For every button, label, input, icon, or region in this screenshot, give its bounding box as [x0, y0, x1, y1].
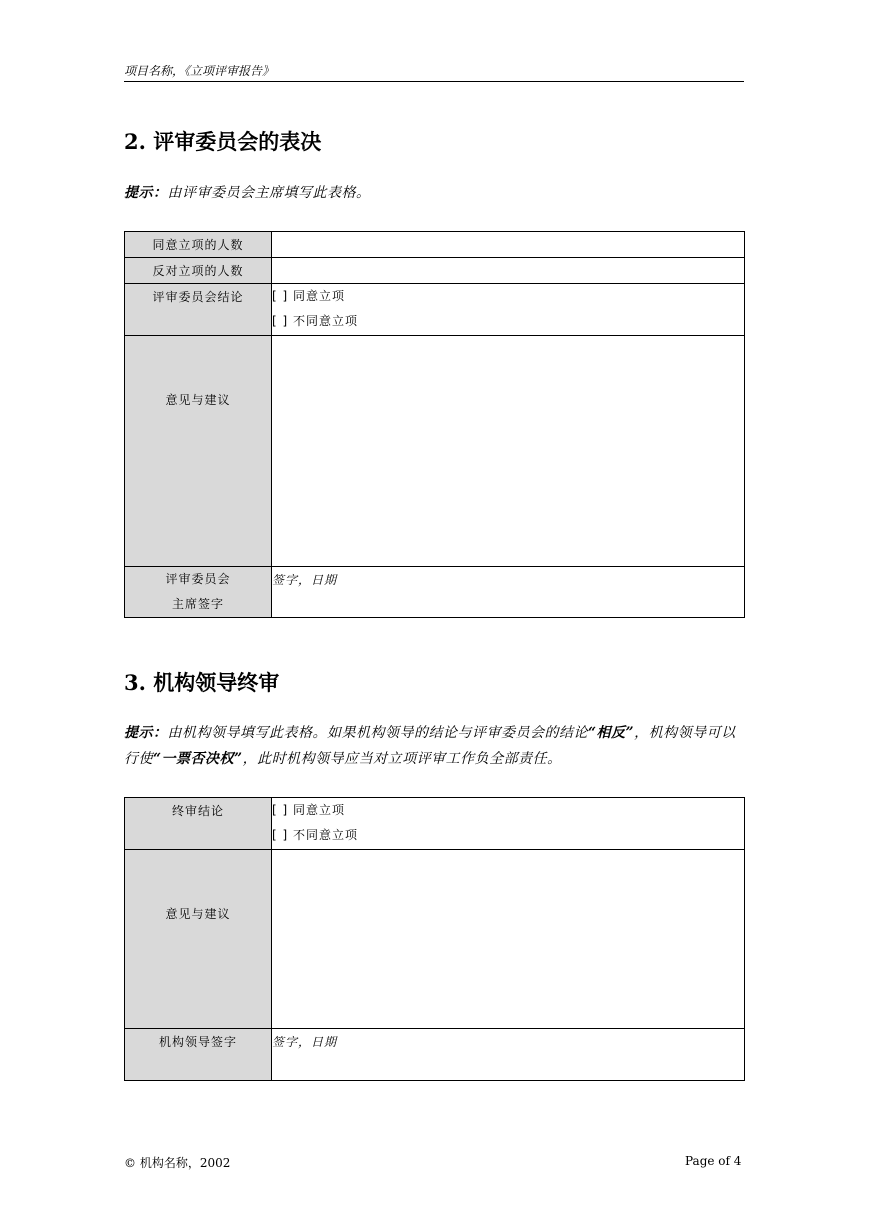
- page-header: 项目名称，《立项评审报告》: [124, 62, 744, 82]
- committee-opinion-label: 意见与建议: [125, 336, 272, 567]
- option-disagree-checkbox[interactable]: [ ] 不同意立项: [272, 314, 358, 328]
- hint-text-3: ，此时机构领导应当对立项评审工作负全部责任。: [242, 751, 562, 767]
- chairman-sign-field[interactable]: [272, 567, 745, 618]
- hint-label: 提示：: [124, 185, 168, 201]
- chairman-sign-placeholder: 签字，日期: [272, 573, 338, 587]
- chairman-sign-label-line2: 主席签字: [171, 597, 224, 611]
- chairman-sign-label-line1: 评审委员会: [165, 572, 231, 586]
- hint-emphasis-veto: “一票否决权”: [153, 751, 243, 767]
- section-3-hint: [124, 720, 744, 772]
- section-2-title: 2. 评审委员会的表决: [124, 129, 322, 154]
- chairman-sign-label: [125, 567, 272, 618]
- hint-text: 由评审委员会主席填写此表格。: [167, 185, 371, 201]
- committee-opinion-field[interactable]: [272, 336, 745, 567]
- option-disagree-checkbox[interactable]: [ ] 不同意立项: [272, 828, 358, 842]
- leader-sign-label: 机构领导签字: [125, 1029, 272, 1081]
- hint-label: 提示：: [124, 725, 168, 741]
- leader-sign-field[interactable]: [272, 1029, 745, 1081]
- leader-opinion-label: 意见与建议: [125, 850, 272, 1029]
- hint-emphasis-opposite: “相反”: [588, 725, 635, 741]
- committee-conclusion-options: [272, 284, 745, 336]
- agree-count-field[interactable]: [272, 232, 745, 258]
- hint-text-1: 由机构领导填写此表格。如果机构领导的结论与评审委员会的结论: [167, 725, 588, 741]
- committee-vote-table: [124, 231, 745, 618]
- oppose-count-field[interactable]: [272, 258, 745, 284]
- footer-copyright: © 机构名称，2002: [124, 1156, 231, 1170]
- hint-text-2: ，机构领导可以行使: [124, 725, 736, 767]
- footer-page-number: Page of 4: [685, 1154, 742, 1168]
- section-3-title: 3. 机构领导终审: [124, 670, 280, 695]
- leader-sign-placeholder: 签字，日期: [272, 1035, 338, 1049]
- committee-conclusion-label: 评审委员会结论: [125, 284, 272, 336]
- leader-opinion-field[interactable]: [272, 850, 745, 1029]
- leader-review-table: [124, 797, 745, 1081]
- agree-count-label: 同意立项的人数: [125, 232, 272, 258]
- oppose-count-label: 反对立项的人数: [125, 258, 272, 284]
- option-agree-checkbox[interactable]: [ ] 同意立项: [272, 803, 345, 817]
- final-conclusion-options: [272, 798, 745, 850]
- option-agree-checkbox[interactable]: [ ] 同意立项: [272, 289, 345, 303]
- final-conclusion-label: 终审结论: [125, 798, 272, 850]
- section-2-hint: [124, 180, 744, 206]
